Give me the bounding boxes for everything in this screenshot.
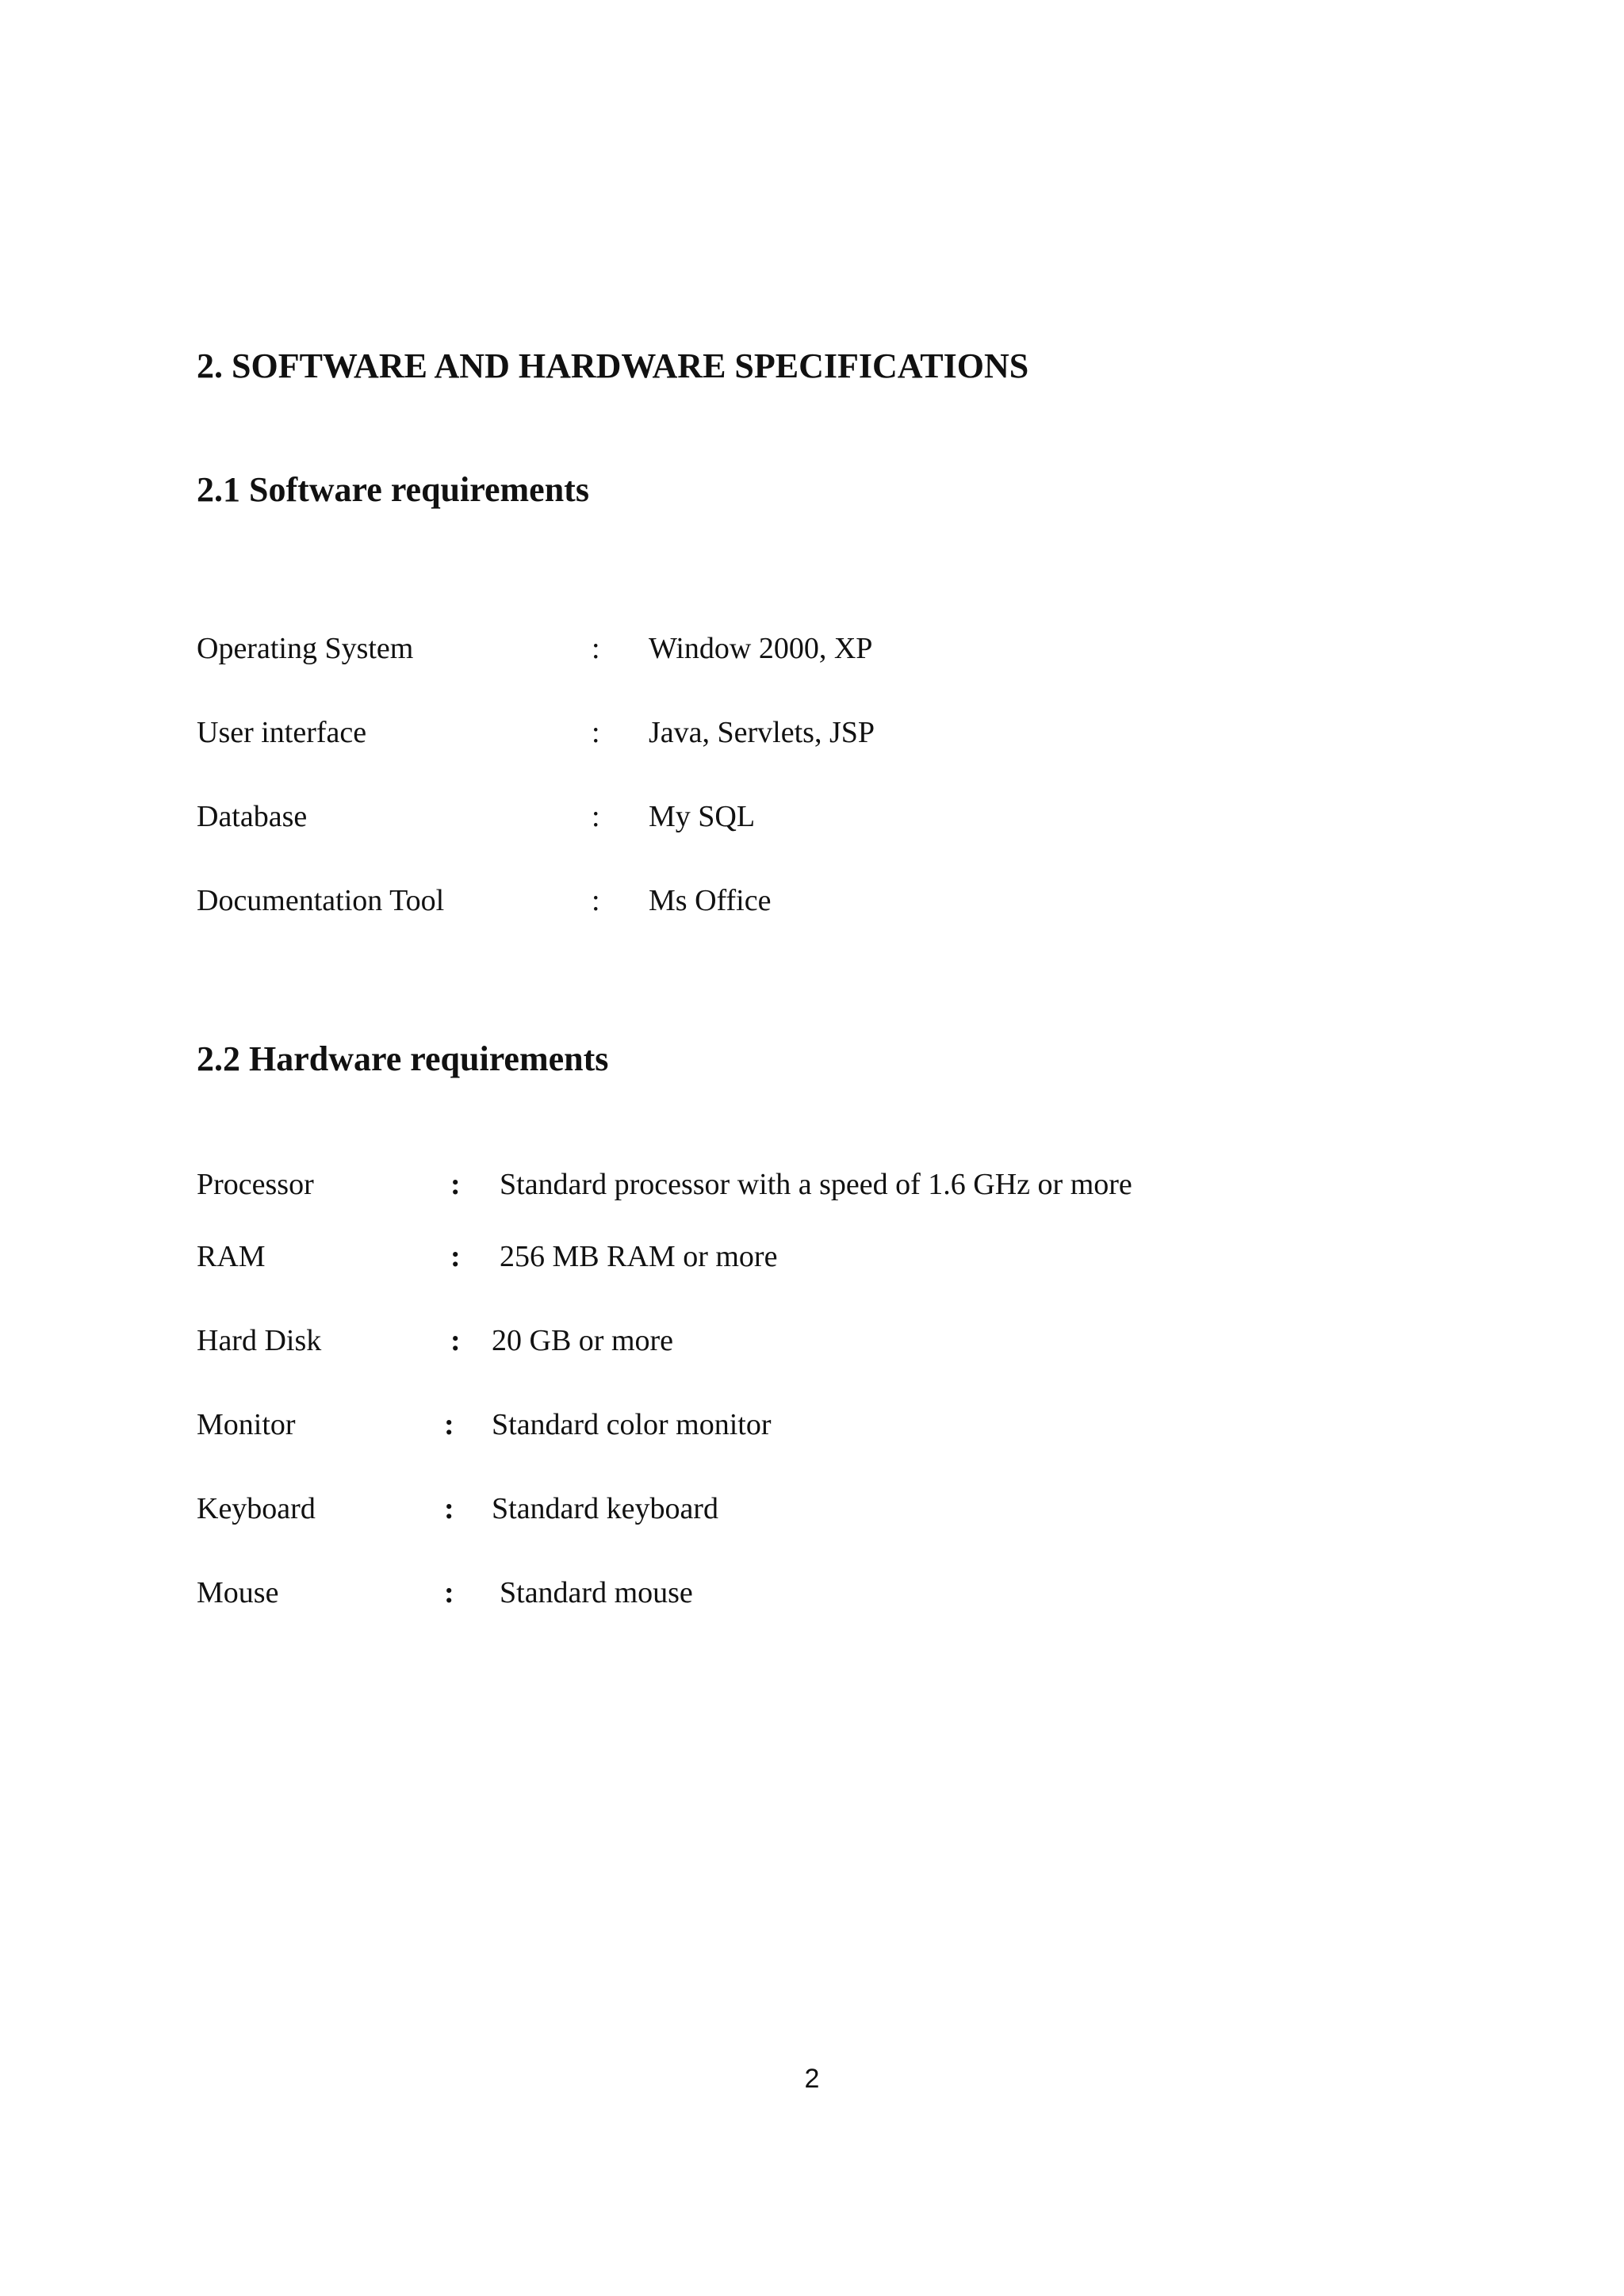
row-separator: : [450,1168,461,1201]
hardware-requirements-heading: 2.2 Hardware requirements [197,1039,609,1078]
row-value: My SQL [649,800,756,833]
row-label: Mouse [197,1576,279,1609]
row-label: User interface [197,716,367,749]
row-value: Window 2000, XP [649,632,873,665]
row-value: Java, Servlets, JSP [649,716,875,749]
software-row-database [197,799,1465,840]
software-row-documentation-tool [197,883,1465,924]
row-value: Standard keyboard [492,1492,718,1525]
row-value: Ms Office [649,884,772,917]
row-label: RAM [197,1240,266,1273]
row-separator: : [450,1324,461,1357]
hardware-row-keyboard [197,1491,1465,1533]
row-separator: : [592,884,600,917]
row-separator: : [450,1240,461,1273]
row-label: Processor [197,1168,314,1201]
row-label: Documentation Tool [197,884,445,917]
row-separator: : [592,800,600,833]
row-separator: : [444,1576,454,1609]
hardware-row-processor [197,1167,1465,1208]
row-value: Standard mouse [500,1576,693,1609]
software-row-operating-system [197,631,1465,672]
hardware-row-hard-disk [197,1323,1465,1364]
hardware-row-mouse [197,1575,1465,1617]
row-value: Standard processor with a speed of 1.6 GHz or more [500,1168,1132,1201]
hardware-row-monitor [197,1407,1465,1448]
page-number: 2 [804,2064,820,2094]
row-separator: : [444,1492,454,1525]
software-requirements-heading: 2.1 Software requirements [197,470,589,509]
page-title: 2. SOFTWARE AND HARDWARE SPECIFICATIONS [197,346,1029,385]
row-label: Database [197,800,308,833]
software-row-user-interface [197,715,1465,756]
row-separator: : [444,1408,454,1441]
row-label: Keyboard [197,1492,316,1525]
row-separator: : [592,716,600,749]
row-label: Monitor [197,1408,296,1441]
row-label: Operating System [197,632,414,665]
row-value: Standard color monitor [492,1408,772,1441]
row-label: Hard Disk [197,1324,322,1357]
row-value: 20 GB or more [492,1324,674,1357]
hardware-row-ram [197,1239,1465,1280]
row-value: 256 MB RAM or more [500,1240,778,1273]
row-separator: : [592,632,600,665]
